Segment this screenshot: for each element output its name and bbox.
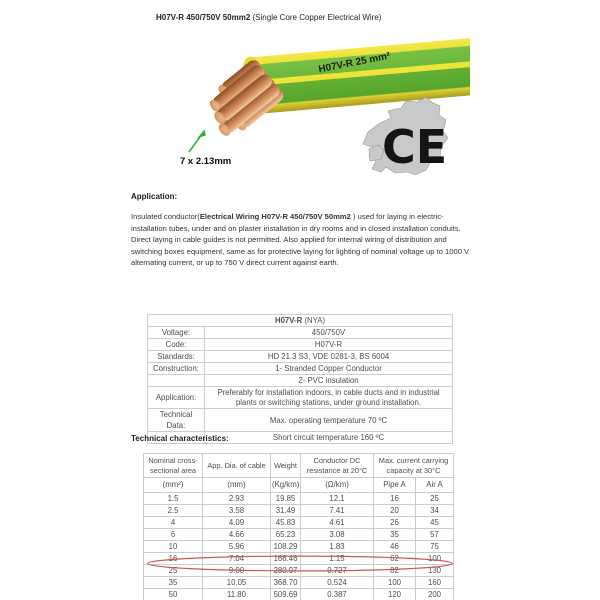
cell: 120 [374,589,416,600]
cell: 25 [416,493,454,505]
cell: 35 [374,529,416,541]
unit-label: (Kg/km) [271,478,301,493]
cell: 1.83 [301,541,374,553]
spec-table-title-row [148,315,453,327]
cell: 4.66 [203,529,271,541]
tech-units-row [144,478,454,493]
cell: 166.46 [271,553,301,565]
col-header: Weight [271,454,301,478]
table-row [144,493,454,505]
cell: 57 [416,529,454,541]
spec-table-title-rest: (NYA) [302,316,326,325]
col-header: Nominal cross-sectional area [144,454,203,478]
cell: 31.49 [271,505,301,517]
unit-label: Pipe A [374,478,416,493]
table-row [144,589,454,600]
cell: 200 [416,589,454,600]
cell: 1.15 [301,553,374,565]
spec-value: H07V-R [205,339,453,351]
table-row [148,409,453,432]
unit-label: Air A [416,478,454,493]
cell: 46 [374,541,416,553]
cell: 2.93 [203,493,271,505]
row-highlight-ellipse [146,555,454,572]
page-title [156,13,381,22]
cell: 100 [374,577,416,589]
table-row [148,351,453,363]
cell: 5.96 [203,541,271,553]
cell: 35 [144,577,203,589]
cable-print-label: H07V-R 25 mm² [317,50,392,76]
spec-label [148,375,205,387]
cell: 3.58 [203,505,271,517]
cell: 0.727 [301,565,374,577]
cell: 108.29 [271,541,301,553]
tech-characteristics-heading: Technical characteristics: [131,434,229,443]
cell: 82 [374,565,416,577]
spec-label: Application: [148,387,205,409]
cell: 16 [374,493,416,505]
unit-label: (mm) [203,478,271,493]
cell: 130 [416,565,454,577]
application-paragraph [131,211,471,269]
cell: 26 [374,517,416,529]
strand-size-label: 7 x 2.13mm [180,156,232,167]
cell: 280.97 [271,565,301,577]
spec-value: Short circuit temperature 160 ºC [205,432,453,444]
col-header: Conductor DC resistance at 20°C [301,454,374,478]
cell: 509.69 [271,589,301,600]
cell: 20 [374,505,416,517]
cell: 7.04 [203,553,271,565]
spec-value: Max. operating temperature 70 ºC [205,409,453,432]
spec-value: 1- Stranded Copper Conductor [205,363,453,375]
table-row [144,505,454,517]
cable-illustration [130,33,470,175]
page-title-rest: (Single Core Copper Electrical Wire) [250,13,382,22]
cell: 45.83 [271,517,301,529]
cell: 10.05 [203,577,271,589]
table-row [148,339,453,351]
cell: 75 [416,541,454,553]
strand-size-arrow-icon [189,130,206,153]
page-title-bold: H07V-R 450/750V 50mm2 [156,13,251,22]
cell: 9.00 [203,565,271,577]
spec-value: 450/750V [205,327,453,339]
table-row [148,327,453,339]
cell: 1.5 [144,493,203,505]
application-text-prefix: Insulated conductor( [131,212,200,221]
tech-table [143,453,454,600]
application-text-bold: Electrical Wiring H07V-R 450/750V 50mm2 [199,212,351,221]
unit-label: (mm²) [144,478,203,493]
spec-value: HD 21.3 S3, VDE 0281-3, BS 6004 [205,351,453,363]
cell: 100 [416,553,454,565]
spec-value: Preferably for installation indoors, in cable ducts and in industrial plants or switching stations, under ground installation. [205,387,453,409]
col-header: Max. current carrying capacity at 30°C [374,454,454,478]
unit-label: (Ω/km) [301,478,374,493]
cell: 0.387 [301,589,374,600]
cell: 45 [416,517,454,529]
ce-mark-text: CE [382,120,448,174]
cell: 7.41 [301,505,374,517]
cell: 19.85 [271,493,301,505]
table-row [148,375,453,387]
cell: 62 [374,553,416,565]
application-heading: Application: [131,192,178,201]
cell: 12.1 [301,493,374,505]
spec-label: Technical Data: [148,409,205,432]
col-header: App. Dia. of cable [203,454,271,478]
cell: 2.5 [144,505,203,517]
spec-label: Voltage: [148,327,205,339]
cell: 34 [416,505,454,517]
tech-header-row [144,454,454,478]
cell: 65.23 [271,529,301,541]
table-row [144,517,454,529]
cell: 4.09 [203,517,271,529]
table-row [144,541,454,553]
cell: 4 [144,517,203,529]
cell: 0.524 [301,577,374,589]
cell: 3.08 [301,529,374,541]
cell: 160 [416,577,454,589]
spec-label: Code: [148,339,205,351]
cell: 4.61 [301,517,374,529]
ce-mark [363,97,448,175]
product-photo [130,33,470,175]
cell: 25 [144,565,203,577]
cell: 50 [144,589,203,600]
table-row [148,363,453,375]
cell: 6 [144,529,203,541]
application-text-suffix: ) used for laying in electric-installation tubes, under and on plaster installation in dry rooms and in closed installation conduits. Direct laying in cable guides is not permitted. Also applied for internal wiring of distribution and switching boxes equipment, same as for protective laying for lighting of nominal voltage up to 1000 V alternating current, or up to 750 V direct current against earth. [131,212,470,268]
spec-value: 2- PVC insulation [205,375,453,387]
table-row [144,577,454,589]
cell: 10 [144,541,203,553]
spec-label: Construction: [148,363,205,375]
cell: 368.70 [271,577,301,589]
spec-table-title-bold: H07V-R [274,316,303,325]
spec-table [147,314,453,444]
spec-label: Standards: [148,351,205,363]
cell: 11.80 [203,589,271,600]
table-row [144,529,454,541]
table-row [148,387,453,409]
cell: 16 [144,553,203,565]
